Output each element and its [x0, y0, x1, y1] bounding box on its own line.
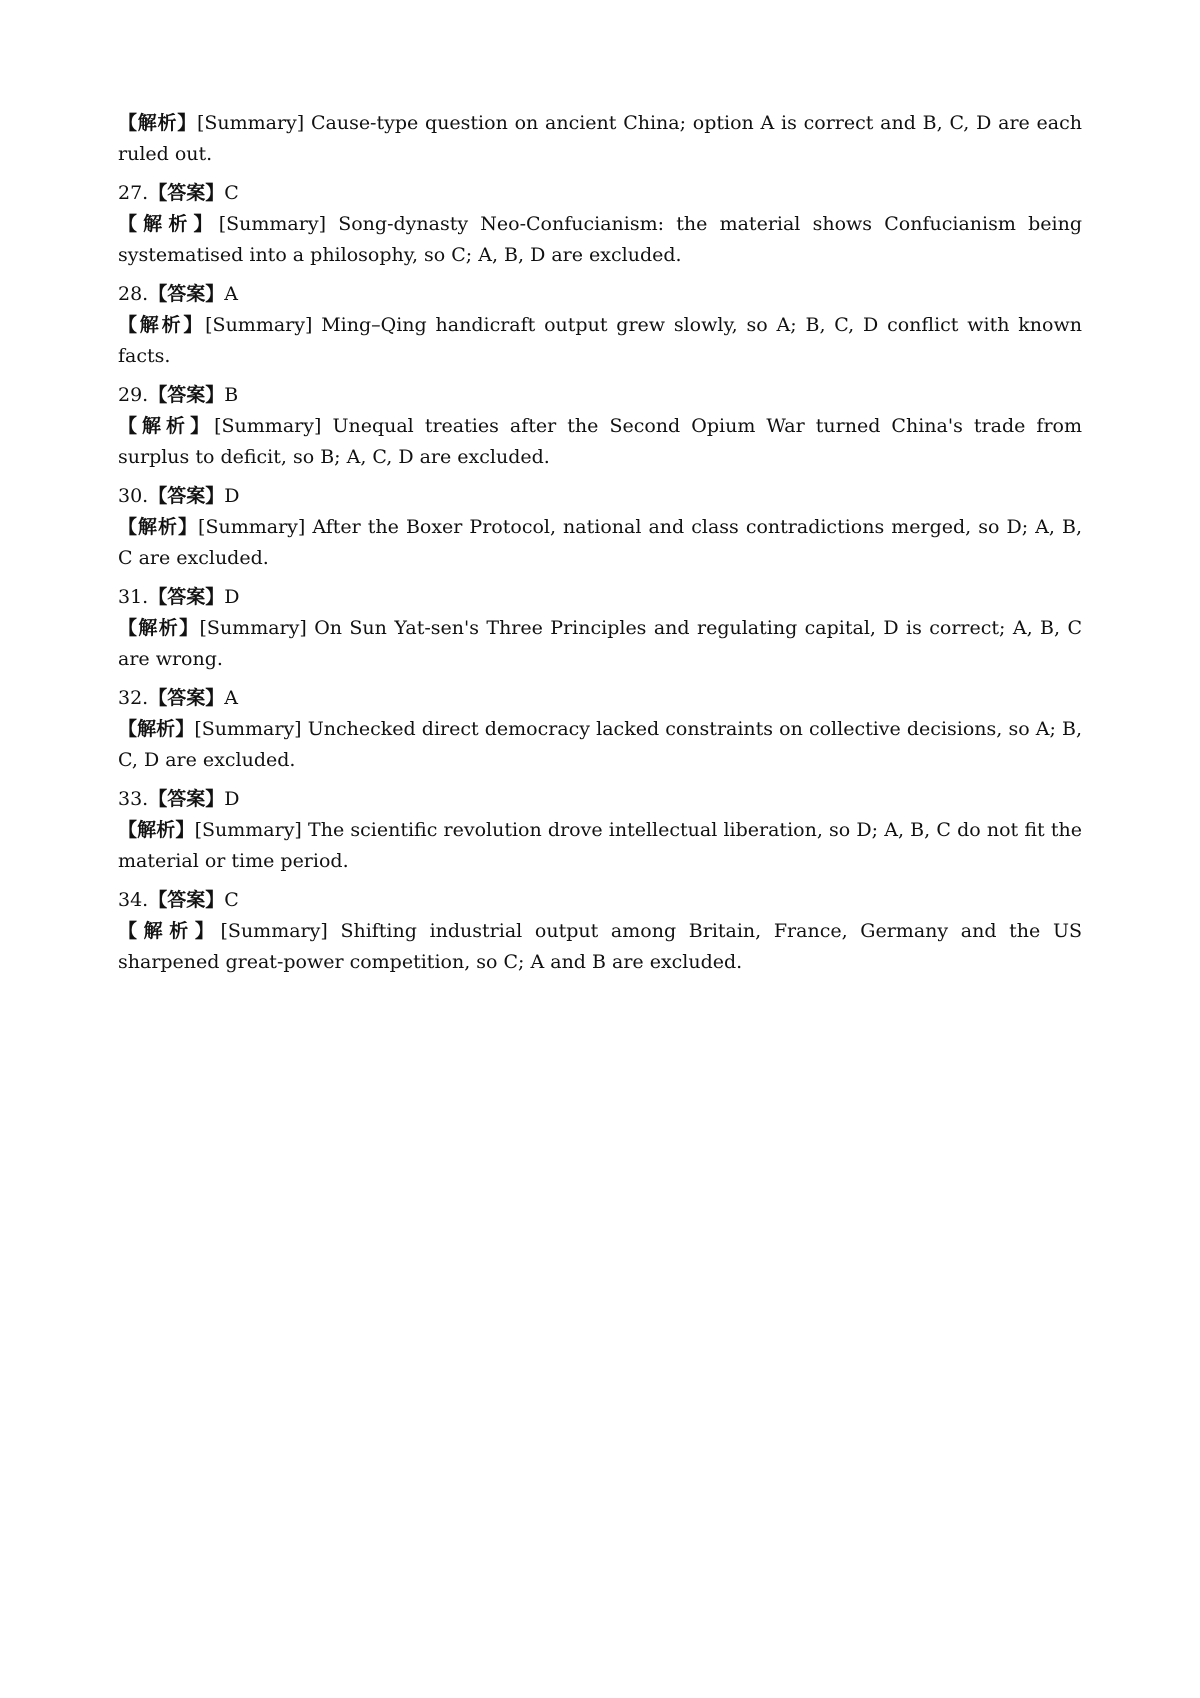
analysis-tag: 【解析】: [118, 920, 221, 942]
answer-option: D: [224, 788, 240, 810]
answer-entry-33: [118, 784, 1082, 877]
answer-entry-31: [118, 582, 1082, 675]
answer-line: [118, 279, 1082, 310]
analysis-paragraph: [118, 512, 1082, 574]
analysis-paragraph: [118, 613, 1082, 675]
analysis-paragraph: [118, 411, 1082, 473]
analysis-paragraph: [118, 916, 1082, 978]
answer-line: [118, 784, 1082, 815]
answer-line: [118, 885, 1082, 916]
analysis-text: [Summary] On Sun Yat-sen's Three Principles and regulating capital, D is correct; A, B, C are wrong.: [118, 617, 1082, 670]
analysis-text: [Summary] Ming–Qing handicraft output grew slowly, so A; B, C, D conflict with known facts.: [118, 314, 1082, 367]
answer-entry-32: [118, 683, 1082, 776]
answer-tag: 【答案】: [148, 384, 225, 406]
intro-analysis: [118, 108, 1082, 170]
analysis-tag: 【解析】: [118, 718, 195, 740]
analysis-paragraph: [118, 310, 1082, 372]
answer-tag: 【答案】: [148, 283, 225, 305]
answer-entry-27: [118, 178, 1082, 271]
question-number: 27.: [118, 182, 149, 204]
analysis-text: [Summary] Unequal treaties after the Second Opium War turned China's trade from surplus to deficit, so B; A, C, D are excluded.: [118, 415, 1082, 468]
answer-entry-34: [118, 885, 1082, 978]
question-number: 33.: [118, 788, 149, 810]
answer-line: [118, 481, 1082, 512]
answer-entry-28: [118, 279, 1082, 372]
answer-option: C: [224, 889, 239, 911]
question-number: 32.: [118, 687, 149, 709]
analysis-text: [Summary] Shifting industrial output among Britain, France, Germany and the US sharpened great-power competition, so C; A and B are excluded.: [118, 920, 1082, 973]
answer-line: [118, 683, 1082, 714]
analysis-tag: 【解析】: [118, 314, 206, 336]
answer-tag: 【答案】: [148, 889, 225, 911]
answer-tag: 【答案】: [148, 687, 225, 709]
analysis-paragraph: [118, 815, 1082, 877]
answer-option: A: [224, 283, 238, 305]
answer-tag: 【答案】: [148, 182, 225, 204]
intro-analysis-block: [118, 108, 1082, 170]
analysis-text: [Summary] Unchecked direct democracy lacked constraints on collective decisions, so A; B, C, D are excluded.: [118, 718, 1082, 771]
answer-line: [118, 582, 1082, 613]
analysis-paragraph: [118, 714, 1082, 776]
question-number: 28.: [118, 283, 149, 305]
answer-option: C: [224, 182, 239, 204]
question-number: 34.: [118, 889, 149, 911]
analysis-text: [Summary] Cause-type question on ancient China; option A is correct and B, C, D are each ruled out.: [118, 112, 1082, 165]
answer-entry-30: [118, 481, 1082, 574]
answer-option: A: [224, 687, 238, 709]
answer-tag: 【答案】: [148, 788, 225, 810]
question-number: 30.: [118, 485, 149, 507]
answer-tag: 【答案】: [148, 485, 225, 507]
answer-entry-29: [118, 380, 1082, 473]
answer-line: [118, 380, 1082, 411]
answer-tag: 【答案】: [148, 586, 225, 608]
answer-line: [118, 178, 1082, 209]
question-number: 31.: [118, 586, 149, 608]
analysis-tag: 【解析】: [118, 819, 195, 841]
analysis-text: [Summary] The scientific revolution drove intellectual liberation, so D; A, B, C do not fit the material or time period.: [118, 819, 1082, 872]
analysis-tag: 【解析】: [118, 213, 219, 235]
analysis-tag: 【解析】: [118, 112, 197, 134]
analysis-text: [Summary] Song-dynasty Neo-Confucianism: the material shows Confucianism being systematised into a philosophy, so C; A, B, D are excluded.: [118, 213, 1082, 266]
analysis-tag: 【解析】: [118, 415, 215, 437]
answer-option: D: [224, 485, 240, 507]
analysis-tag: 【解析】: [118, 617, 200, 639]
analysis-tag: 【解析】: [118, 516, 199, 538]
answer-option: B: [224, 384, 239, 406]
analysis-paragraph: [118, 209, 1082, 271]
answer-option: D: [224, 586, 240, 608]
analysis-text: [Summary] After the Boxer Protocol, national and class contradictions merged, so D; A, B, C are excluded.: [118, 516, 1082, 569]
question-number: 29.: [118, 384, 149, 406]
